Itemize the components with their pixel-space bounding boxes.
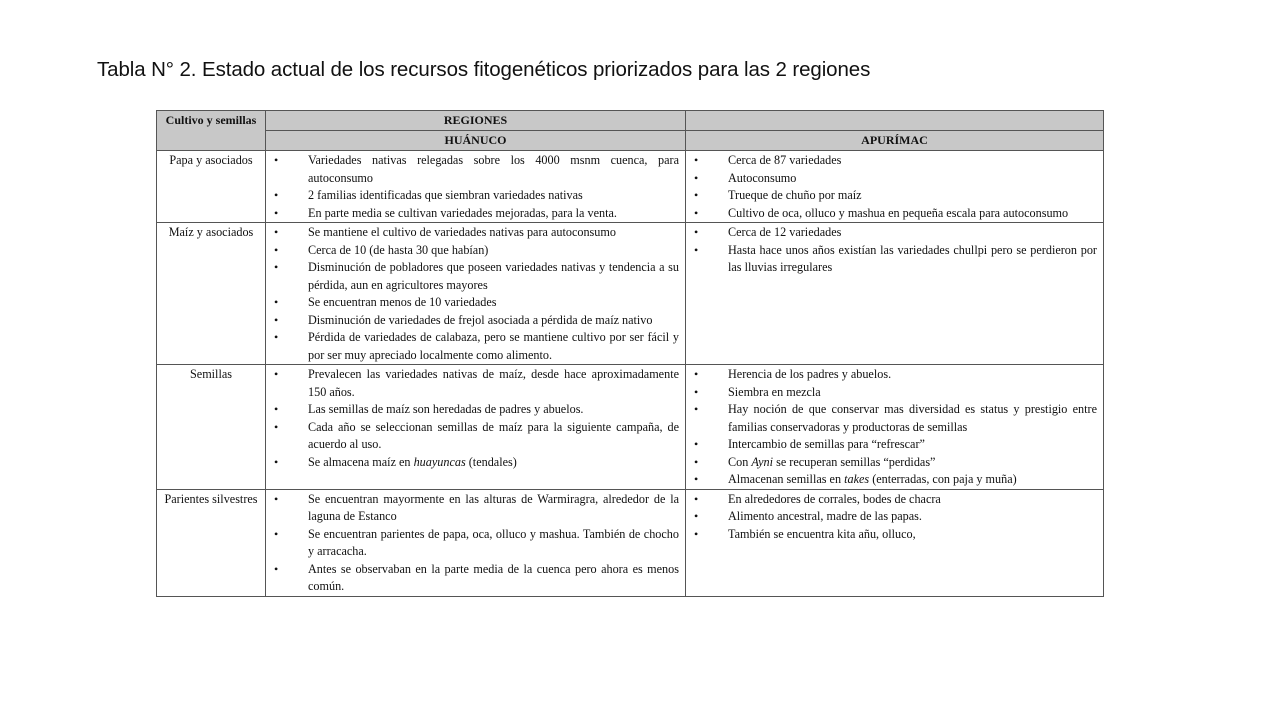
list-item: • Se encuentran menos de 10 variedades — [266, 294, 679, 312]
list-item: • Autoconsumo — [686, 170, 1097, 188]
huanuco-cell — [266, 223, 686, 365]
item-text: Con — [728, 454, 752, 469]
list-item: • Cultivo de oca, olluco y mashua en pequeña escala para autoconsumo — [686, 205, 1097, 223]
list-item: • Herencia de los padres y abuelos. — [686, 366, 1097, 384]
list-item: • Las semillas de maíz son heredadas de padres y abuelos. — [266, 401, 679, 419]
item-text: (enterradas, con paja y muña) — [869, 472, 1017, 486]
list-item: • Cada año se seleccionan semillas de maíz para la siguiente campaña, de acuerdo al uso. — [266, 419, 679, 454]
header-regions: REGIONES — [266, 111, 686, 131]
header-empty — [686, 111, 1104, 131]
item-italic: huayuncas — [413, 454, 466, 469]
huanuco-cell — [266, 489, 686, 596]
list-item: • Disminución de pobladores que poseen variedades nativas y tendencia a su pérdida, aun en agricultores mayores — [266, 259, 679, 294]
list-item: • Cerca de 10 (de hasta 30 que habían) — [266, 242, 679, 260]
list-item: • Cerca de 12 variedades — [686, 224, 1097, 242]
table-row — [157, 223, 1104, 365]
crop-cell: Semillas — [157, 365, 266, 490]
huanuco-cell — [266, 151, 686, 223]
list-item — [266, 454, 679, 472]
list-item: • Hasta hace unos años existían las variedades chullpi pero se perdieron por las lluvias irregulares — [686, 242, 1097, 277]
list-item — [686, 471, 1097, 489]
list-item: • Intercambio de semillas para “refrescar” — [686, 436, 1097, 454]
apurimac-cell — [686, 489, 1104, 596]
list-item: • Se mantiene el cultivo de variedades nativas para autoconsumo — [266, 224, 679, 242]
list-item: • Siembra en mezcla — [686, 384, 1097, 402]
page-title: Tabla N° 2. Estado actual de los recursos fitogenéticos priorizados para las 2 regiones — [97, 58, 871, 81]
item-text: Almacenan semillas en — [728, 472, 845, 486]
list-item: • Pérdida de variedades de calabaza, pero se mantiene cultivo por ser fácil y por ser muy apreciado localmente como alimento. — [266, 329, 679, 364]
list-item: • Variedades nativas relegadas sobre los 4000 msnm cuenca, para autoconsumo — [266, 152, 679, 187]
table-header-row-1 — [157, 111, 1104, 131]
huanuco-cell — [266, 365, 686, 490]
item-text: Se almacena maíz en — [308, 454, 414, 469]
list-item: • Prevalecen las variedades nativas de maíz, desde hace aproximadamente 150 años. — [266, 366, 679, 401]
list-item: • Se encuentran mayormente en las alturas de Warmiragra, alrededor de la laguna de Estanco — [266, 491, 679, 526]
list-item: • Disminución de variedades de frejol asociada a pérdida de maíz nativo — [266, 312, 679, 330]
crop-cell: Maíz y asociados — [157, 223, 266, 365]
list-item: • En parte media se cultivan variedades mejoradas, para la venta. — [266, 205, 679, 223]
crop-cell: Papa y asociados — [157, 151, 266, 223]
list-item: • Cerca de 87 variedades — [686, 152, 1097, 170]
list-item: • Antes se observaban en la parte media de la cuenca pero ahora es menos común. — [266, 561, 679, 596]
list-item: • Trueque de chuño por maíz — [686, 187, 1097, 205]
list-item: • Se encuentran parientes de papa, oca, olluco y mashua. También de chocho y arracacha. — [266, 526, 679, 561]
list-item: • En alrededores de corrales, bodes de chacra — [686, 491, 1097, 509]
crop-cell: Parientes silvestres — [157, 489, 266, 596]
item-text: se recuperan semillas “perdidas” — [773, 454, 936, 469]
list-item: • Alimento ancestral, madre de las papas. — [686, 508, 1097, 526]
list-item: • También se encuentra kita añu, olluco, — [686, 526, 1097, 544]
table-row — [157, 365, 1104, 490]
header-huanuco: HUÁNUCO — [266, 131, 686, 151]
header-apurimac: APURÍMAC — [686, 131, 1104, 151]
item-italic: takes — [844, 472, 870, 486]
list-item — [686, 454, 1097, 472]
apurimac-cell — [686, 223, 1104, 365]
item-italic: Ayni — [751, 454, 774, 469]
list-item: • Hay noción de que conservar mas diversidad es status y prestigio entre familias conservadoras y productoras de semillas — [686, 401, 1097, 436]
apurimac-cell — [686, 365, 1104, 490]
table-header-row-2 — [157, 131, 1104, 151]
table-row — [157, 151, 1104, 223]
item-text: (tendales) — [465, 454, 517, 469]
header-crop: Cultivo y semillas — [157, 111, 266, 151]
table-row — [157, 489, 1104, 596]
apurimac-cell — [686, 151, 1104, 223]
resources-table — [156, 110, 1104, 597]
list-item: • 2 familias identificadas que siembran variedades nativas — [266, 187, 679, 205]
